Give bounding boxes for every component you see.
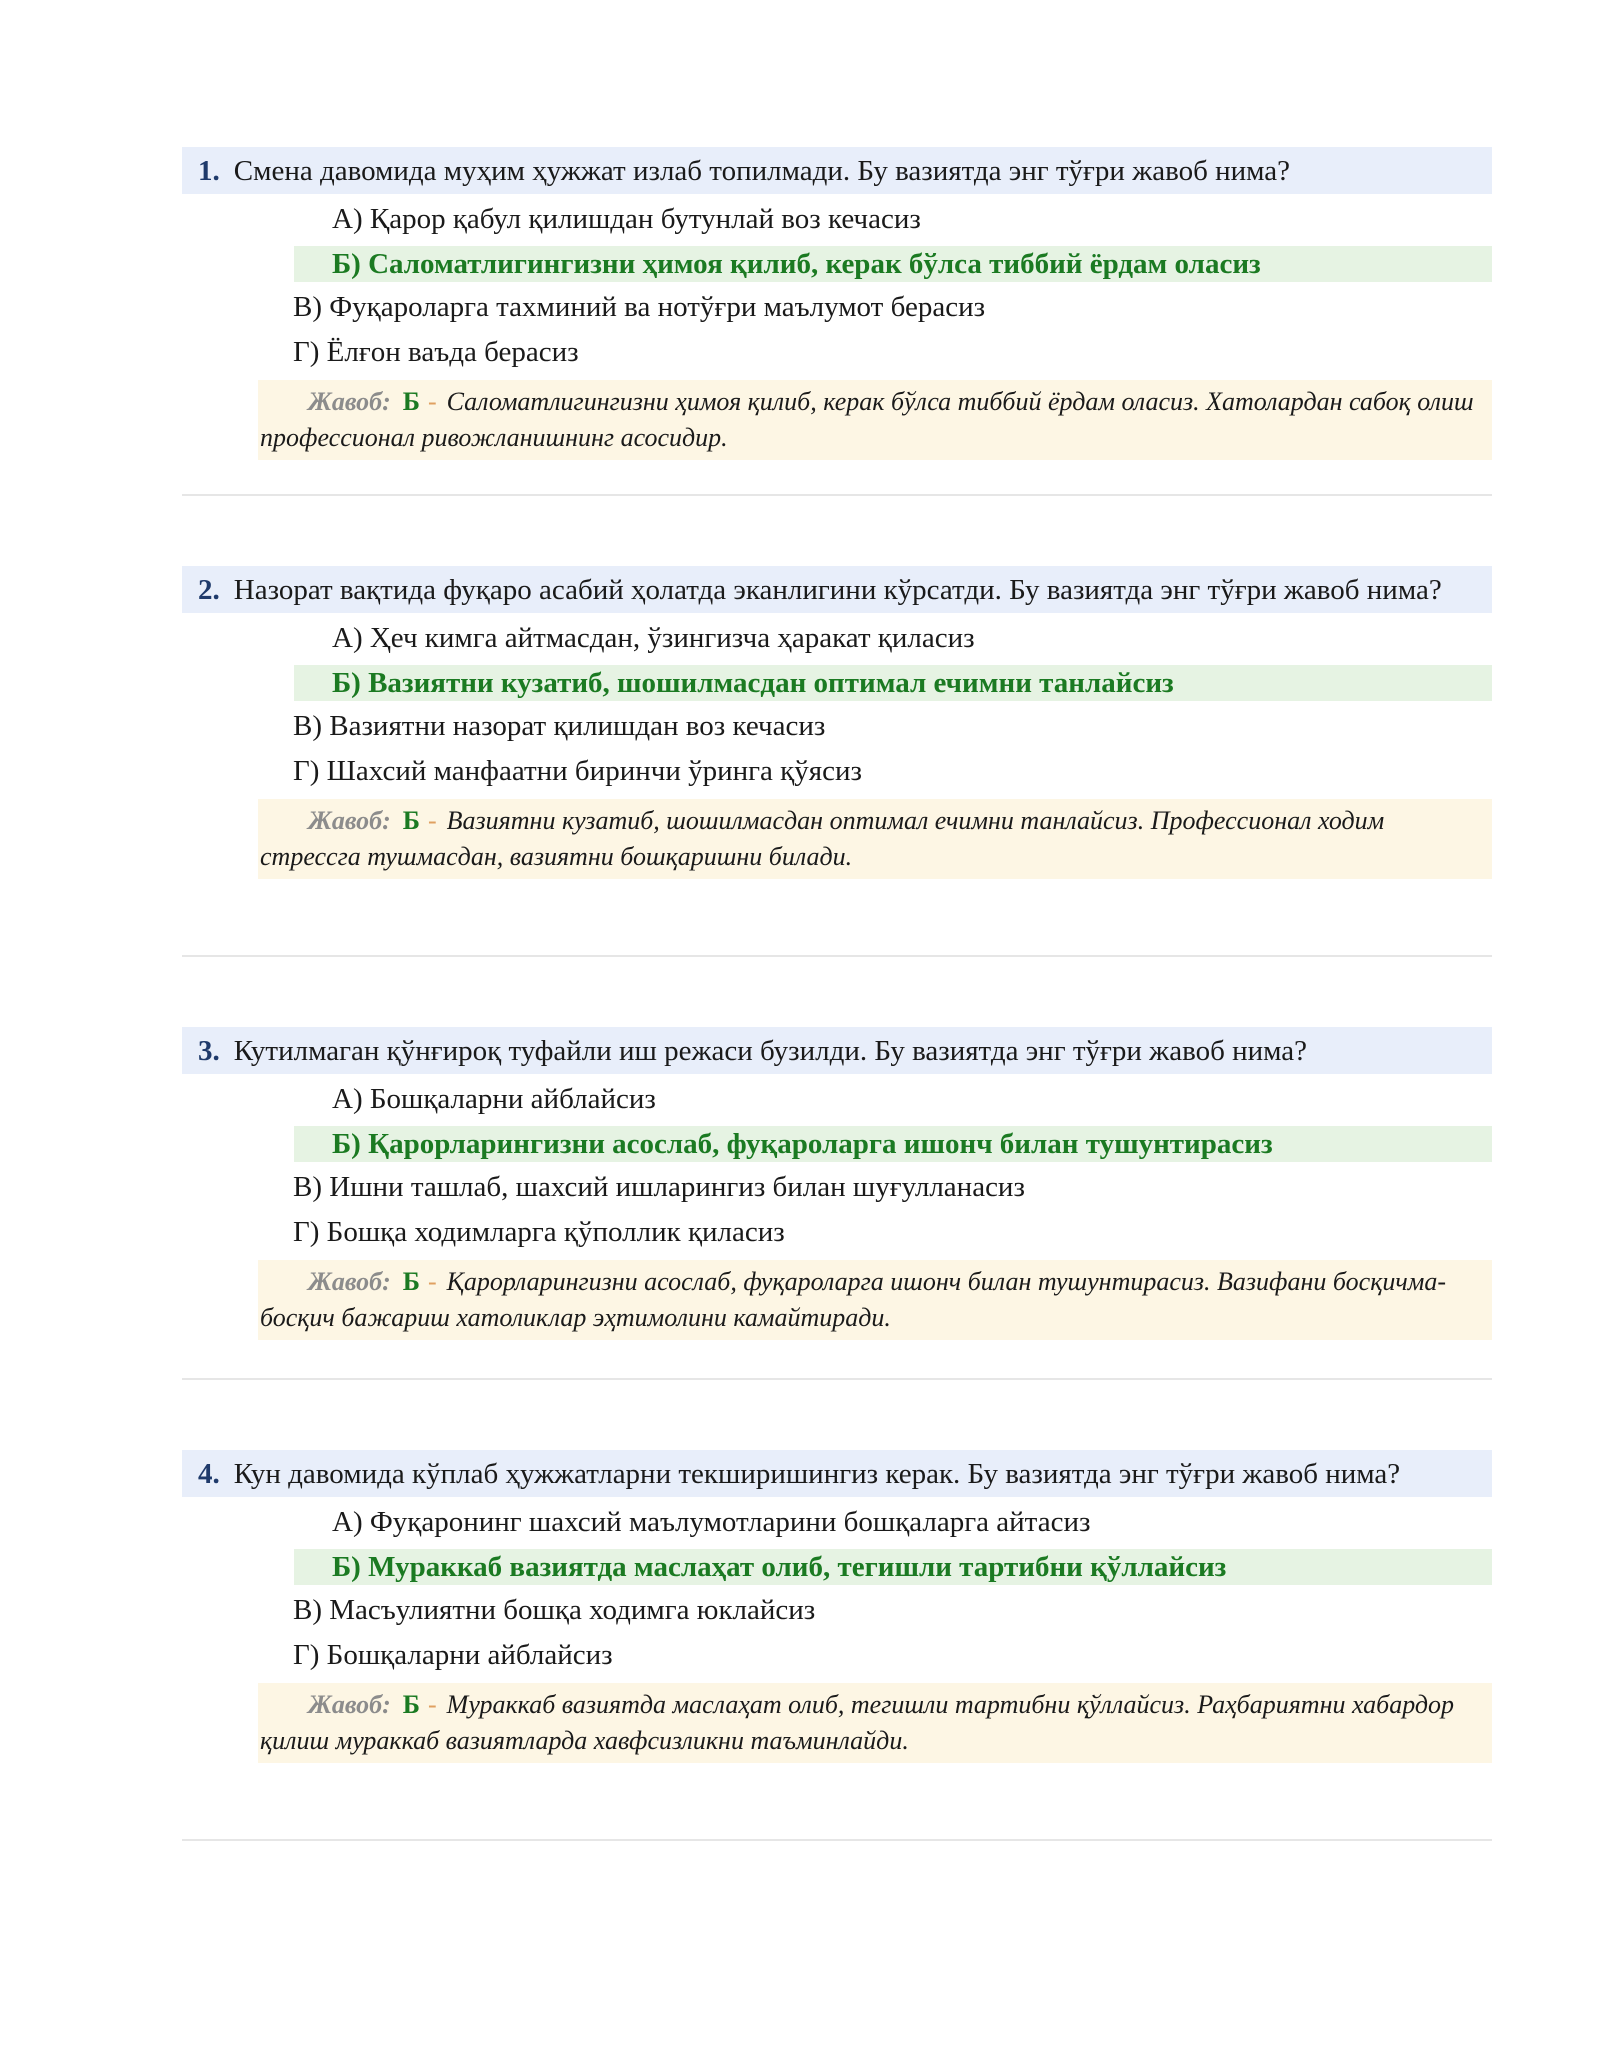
question-block — [182, 147, 1492, 460]
option-a: А) Ҳеч кимга айтмасдан, ўзингизча ҳаракат қиласиз — [332, 622, 975, 654]
divider — [182, 1839, 1492, 1841]
explanation-text: Саломатлигингизни ҳимоя қилиб, керак бўлса тиббий ёрдам оласиз. Хатолардан сабоқ олиш профессионал ривожланишнинг асосидир. — [260, 387, 1474, 452]
option-g: Г) Бошқаларни айблайсиз — [293, 1639, 613, 1671]
answer-dash: - — [427, 806, 437, 835]
option-b-correct: Б) Вазиятни кузатиб, шошилмасдан оптимал ечимни танлайсиз — [294, 665, 1492, 701]
answer-explanation — [258, 1683, 1492, 1763]
answer-label: Жавоб: — [308, 387, 391, 416]
option-a: А) Фуқаронинг шахсий маълумотларини бошқаларга айтасиз — [332, 1506, 1091, 1538]
option-v: В) Фуқароларга тахминий ва нотўғри маълумот берасиз — [293, 291, 986, 323]
question-text: Кун давомида кўплаб ҳужжатларни текширишингиз керак. Бу вазиятда энг тўғри жавоб нима? — [233, 1458, 1401, 1490]
option-a: А) Бошқаларни айблайсиз — [332, 1083, 656, 1115]
option-b-correct: Б) Мураккаб вазиятда маслаҳат олиб, тегишли тартибни қўллайсиз — [294, 1549, 1492, 1585]
option-b-correct: Б) Саломатлигингизни ҳимоя қилиб, керак бўлса тиббий ёрдам оласиз — [294, 246, 1492, 282]
option-v: В) Вазиятни назорат қилишдан воз кечасиз — [293, 710, 826, 742]
divider — [182, 1378, 1492, 1380]
question-block — [182, 566, 1492, 879]
answer-key: Б — [402, 1267, 420, 1296]
answer-label: Жавоб: — [308, 1267, 391, 1296]
option-a: А) Қарор қабул қилишдан бутунлай воз кечасиз — [332, 203, 921, 235]
option-b-correct: Б) Қарорларингизни асослаб, фуқароларга ишонч билан тушунтирасиз — [294, 1126, 1492, 1162]
question-header — [182, 1450, 1492, 1497]
question-block — [182, 1450, 1492, 1763]
option-v: В) Ишни ташлаб, шахсий ишларингиз билан шуғулланасиз — [293, 1171, 1025, 1203]
answer-dash: - — [427, 1267, 437, 1296]
divider — [182, 494, 1492, 496]
answer-key: Б — [402, 1690, 420, 1719]
question-block — [182, 1027, 1492, 1340]
answer-key: Б — [402, 806, 420, 835]
question-text: Смена давомида муҳим ҳужжат излаб топилмади. Бу вазиятда энг тўғри жавоб нима? — [233, 155, 1291, 187]
answer-explanation — [258, 380, 1492, 460]
question-header — [182, 1027, 1492, 1074]
explanation-text: Қарорларингизни асослаб, фуқароларга ишонч билан тушунтирасиз. Вазифани босқичма-босқич бажариш хатоликлар эҳтимолини камайтиради. — [260, 1267, 1447, 1332]
question-header — [182, 147, 1492, 194]
option-g: Г) Ёлғон ваъда берасиз — [293, 336, 579, 368]
option-g: Г) Бошқа ходимларга қўполлик қиласиз — [293, 1216, 785, 1248]
question-number: 4. — [198, 1458, 220, 1490]
question-number: 1. — [198, 155, 220, 187]
divider — [182, 955, 1492, 957]
question-number: 3. — [198, 1035, 220, 1067]
answer-label: Жавоб: — [308, 806, 391, 835]
answer-dash: - — [427, 1690, 437, 1719]
answer-key: Б — [402, 387, 420, 416]
question-number: 2. — [198, 574, 220, 606]
option-g: Г) Шахсий манфаатни биринчи ўринга қўясиз — [293, 755, 862, 787]
question-text: Назорат вақтида фуқаро асабий ҳолатда эканлигини кўрсатди. Бу вазиятда энг тўғри жавоб нима? — [233, 574, 1442, 606]
answer-label: Жавоб: — [308, 1690, 391, 1719]
explanation-text: Мураккаб вазиятда маслаҳат олиб, тегишли тартибни қўллайсиз. Раҳбариятни хабардор қилиш мураккаб вазиятларда хавфсизликни таъминлайди. — [260, 1690, 1455, 1755]
question-text: Кутилмаган қўнғироқ туфайли иш режаси бузилди. Бу вазиятда энг тўғри жавоб нима? — [233, 1035, 1308, 1067]
answer-explanation — [258, 1260, 1492, 1340]
question-header — [182, 566, 1492, 613]
explanation-text: Вазиятни кузатиб, шошилмасдан оптимал ечимни танлайсиз. Профессионал ходим стрессга тушмасдан, вазиятни бошқаришни билади. — [260, 806, 1385, 871]
option-v: В) Масъулиятни бошқа ходимга юклайсиз — [293, 1594, 816, 1626]
answer-explanation — [258, 799, 1492, 879]
answer-dash: - — [427, 387, 437, 416]
